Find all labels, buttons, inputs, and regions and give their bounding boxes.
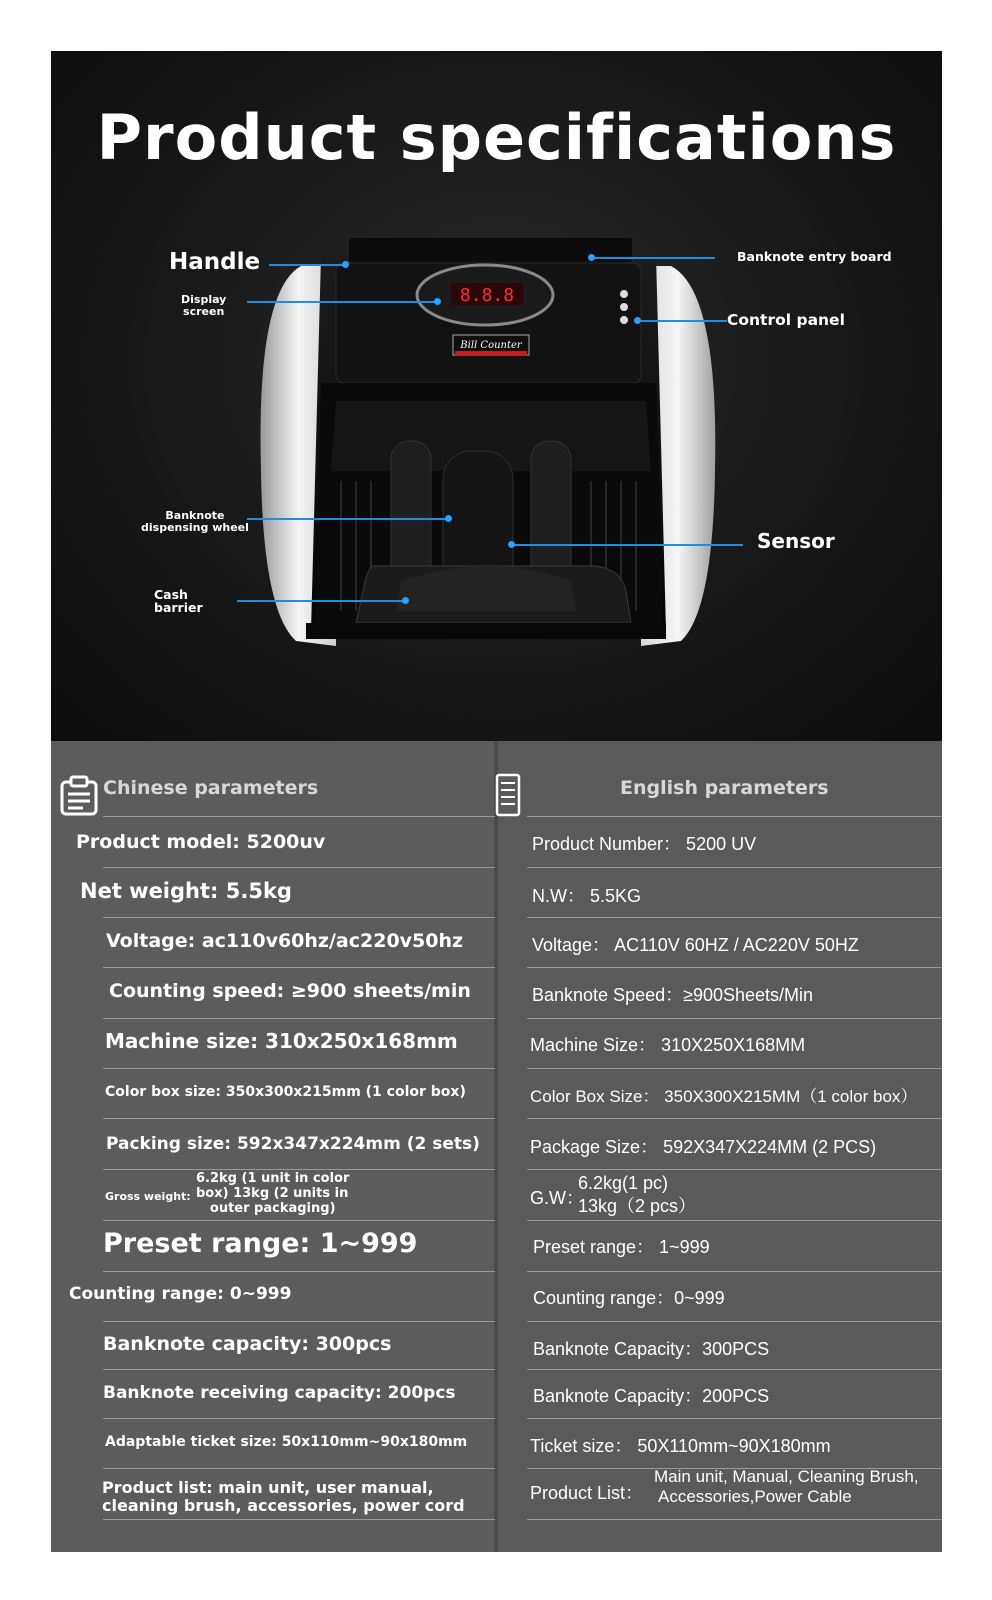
spec-panel <box>51 51 942 1552</box>
leader-dot-cash-barrier <box>402 597 409 604</box>
cn-voltage: Voltage: ac110v60hz/ac220v50hz <box>106 930 464 952</box>
row-divider <box>527 1018 942 1019</box>
row-divider <box>103 917 495 918</box>
en-banknote-speed: Banknote Speed：≥900Sheets/Min <box>532 985 814 1005</box>
row-divider <box>527 1220 942 1221</box>
en-voltage: Voltage： AC110V 60HZ / AC220V 50HZ <box>532 935 859 955</box>
callout-handle: Handle <box>169 249 261 275</box>
en-package-size: Package Size： 592X347X224MM (2 PCS) <box>530 1137 877 1157</box>
cn-product-list: Product list: main unit, user manual, cleaning brush, accessories, power cord <box>102 1478 465 1515</box>
row-divider <box>527 816 942 817</box>
row-divider <box>527 1169 942 1170</box>
en-gross-weight-value: 6.2kg(1 pc) 13kg（2 pcs） <box>578 1173 697 1216</box>
leader-line-dispensing-wheel <box>247 518 447 520</box>
callout-dispensing-wheel: Banknote dispensing wheel <box>141 509 249 534</box>
cn-color-box-size: Color box size: 350x300x215mm (1 color box) <box>105 1084 466 1100</box>
en-banknote-capacity: Banknote Capacity：300PCS <box>533 1339 770 1359</box>
page-title: Product specifications <box>96 101 897 174</box>
bill-counter-machine-illustration <box>51 51 942 741</box>
leader-dot-sensor <box>508 541 515 548</box>
leader-dot-display-screen <box>434 298 441 305</box>
en-product-number: Product Number： 5200 UV <box>532 834 757 854</box>
cn-machine-size: Machine size: 310x250x168mm <box>105 1029 458 1053</box>
callout-control-panel: Control panel <box>727 311 845 329</box>
en-net-weight: N.W： 5.5KG <box>532 886 642 906</box>
row-divider <box>527 867 942 868</box>
row-divider <box>527 1369 942 1370</box>
cn-product-model: Product model: 5200uv <box>76 831 326 853</box>
en-color-box-size: Color Box Size： 350X300X215MM（1 color box） <box>530 1087 918 1106</box>
cn-gross-weight-value: 6.2kg (1 unit in color box) 13kg (2 units in outer packaging) <box>196 1171 350 1216</box>
row-divider <box>103 1068 495 1069</box>
callout-banknote-entry-board: Banknote entry board <box>737 249 892 264</box>
row-divider <box>103 867 495 868</box>
callout-sensor: Sensor <box>757 529 835 553</box>
row-divider <box>103 1468 495 1469</box>
leader-line-banknote-entry-board <box>591 257 715 259</box>
row-divider <box>103 1418 495 1419</box>
cn-receiving-capacity: Banknote receiving capacity: 200pcs <box>103 1383 456 1403</box>
leader-dot-banknote-entry-board <box>588 254 595 261</box>
en-preset-range: Preset range： 1~999 <box>533 1237 710 1257</box>
row-divider <box>527 1519 942 1520</box>
en-product-list-value: Main unit, Manual, Cleaning Brush, Accessories,Power Cable <box>654 1467 919 1506</box>
row-divider <box>527 1118 942 1119</box>
en-gross-weight-label: G.W： <box>530 1188 584 1208</box>
chinese-parameters-header: Chinese parameters <box>103 777 319 799</box>
row-divider <box>103 1271 495 1272</box>
leader-line-control-panel <box>637 320 727 322</box>
callout-cash-barrier: Cash barrier <box>154 587 203 616</box>
row-divider <box>103 816 495 817</box>
en-machine-size: Machine Size： 310X250X168MM <box>530 1035 806 1055</box>
row-divider <box>103 967 495 968</box>
leader-dot-handle <box>342 261 349 268</box>
leader-line-handle <box>269 264 347 266</box>
document-list-icon <box>495 773 521 817</box>
cn-preset-range: Preset range: 1~999 <box>103 1228 418 1259</box>
cn-banknote-capacity: Banknote capacity: 300pcs <box>103 1333 392 1355</box>
column-separator <box>494 741 498 1552</box>
product-photo-area <box>51 51 942 741</box>
leader-dot-control-panel <box>634 317 641 324</box>
row-divider <box>103 1321 495 1322</box>
clipboard-icon <box>57 774 101 818</box>
parameters-table <box>51 741 942 1552</box>
cn-net-weight: Net weight: 5.5kg <box>80 879 292 903</box>
row-divider <box>527 1418 942 1419</box>
english-parameters-header: English parameters <box>620 777 829 799</box>
cn-ticket-size: Adaptable ticket size: 50x110mm~90x180mm <box>105 1434 468 1450</box>
row-divider <box>103 1369 495 1370</box>
leader-line-cash-barrier <box>237 600 405 602</box>
row-divider <box>103 1220 495 1221</box>
cn-gross-weight-label: Gross weight: <box>105 1190 191 1203</box>
en-ticket-size: Ticket size： 50X110mm~90X180mm <box>530 1436 831 1456</box>
row-divider <box>103 1169 495 1170</box>
row-divider <box>527 1321 942 1322</box>
row-divider <box>103 1018 495 1019</box>
cn-packing-size: Packing size: 592x347x224mm (2 sets) <box>106 1134 480 1154</box>
display-digits: 8.8.8 <box>459 285 515 306</box>
row-divider <box>527 917 942 918</box>
leader-line-sensor <box>511 544 743 546</box>
row-divider <box>103 1118 495 1119</box>
en-product-list-label: Product List： <box>530 1483 644 1503</box>
row-divider <box>103 1519 495 1520</box>
row-divider <box>527 1068 942 1069</box>
row-divider <box>527 1271 942 1272</box>
badge-label: Bill Counter <box>460 340 522 351</box>
leader-dot-dispensing-wheel <box>445 515 452 522</box>
callout-display-screen: Display screen <box>181 293 227 318</box>
cn-counting-range: Counting range: 0~999 <box>69 1284 292 1304</box>
row-divider <box>527 967 942 968</box>
en-counting-range: Counting range：0~999 <box>533 1288 725 1308</box>
leader-line-display-screen <box>247 301 437 303</box>
cn-counting-speed: Counting speed: ≥900 sheets/min <box>109 980 471 1002</box>
en-receiving-capacity: Banknote Capacity：200PCS <box>533 1386 770 1406</box>
